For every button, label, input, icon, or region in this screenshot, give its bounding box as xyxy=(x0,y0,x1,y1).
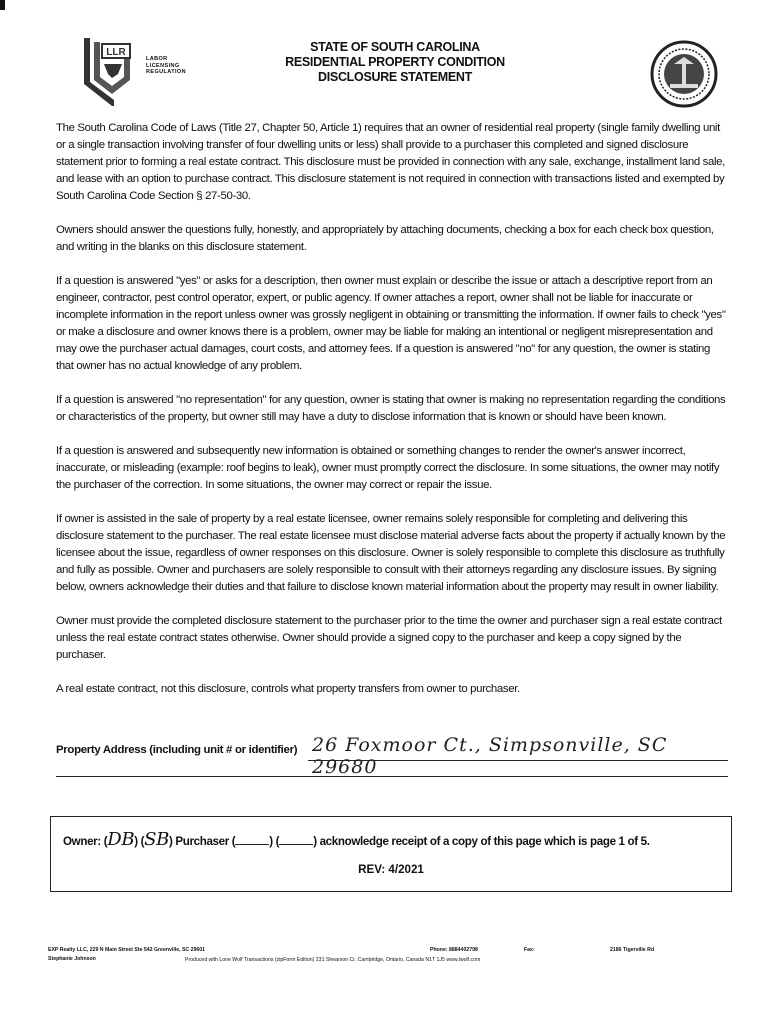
property-address-value[interactable]: 26 Foxmoor Ct., Simpsonville, SC 29680 xyxy=(312,734,668,778)
acknowledgment-line xyxy=(63,829,650,850)
address-underline xyxy=(308,760,728,761)
address-second-line xyxy=(56,776,728,777)
document-header xyxy=(0,30,770,120)
llr-logo-icon xyxy=(78,34,148,108)
revision-label: REV: 4/2021 xyxy=(358,863,424,876)
property-address-row xyxy=(56,734,728,780)
owner-label: Owner: ( xyxy=(63,835,108,848)
purchaser-initial-1-blank[interactable] xyxy=(235,834,269,845)
state-seal-icon xyxy=(650,40,718,108)
owner-initial-1[interactable]: DB xyxy=(107,829,135,850)
paragraph-new-information: If a question is answered and subsequently new information is obtained or something changes to render the owner's answer incorrect, inaccurate, or misleading (example: roof begins to leak), owner must promptly correct the disclosure. In some situations, the owner may notify the purchaser of the correction. In some situations, the owner may correct or repair the issue. xyxy=(56,445,720,491)
disclosure-body xyxy=(56,120,728,715)
footer-phone: Phone: 8884402798 xyxy=(430,947,478,953)
llr-line: LABOR xyxy=(146,56,168,62)
acknowledgment-text: ) acknowledge receipt of a copy of this page which is page 1 of 5. xyxy=(313,835,650,848)
paragraph-delivery: Owner must provide the completed disclosure statement to the purchaser prior to the time the owner and purchaser sign a real estate contract unless the real estate contract states otherwise. Owner should provide a signed copy to the purchaser and keep a copy signed by the purchaser. xyxy=(56,615,722,661)
paragraph-contract-controls: A real estate contract, not this disclosure, controls what property transfers from owner to purchaser. xyxy=(56,683,520,695)
footer-agent: Stephanie Johnson xyxy=(48,956,96,962)
scan-corner-mark xyxy=(0,0,5,10)
acknowledgment-box xyxy=(50,816,732,892)
paragraph-answer-fully: Owners should answer the questions fully, honestly, and appropriately by attaching documents, checking a box for each check box question, and writing in the blanks on this disclosure statement. xyxy=(56,224,714,253)
owner-initial-2[interactable]: SB xyxy=(144,829,169,850)
paragraph-intro: The South Carolina Code of Laws (Title 27, Chapter 50, Article 1) requires that an owner of residential real property (single family dwelling unit or a single transaction involving transfer of four dwelling units or less) shall provide to a purchaser this completed and signed disclosure statement prior to forming a real estate contract. This disclosure must be provided in connection with any sale, exchange, installment land sale, and lease with an option to purchase contract. This disclosure statement is not required in connection with transactions listed and exempted by South Carolina Code Section § 27-50-30. xyxy=(56,122,725,202)
title-line-3: DISCLOSURE STATEMENT xyxy=(318,70,472,84)
llr-line: LICENSING xyxy=(146,62,180,69)
owner-separator: ) ( xyxy=(134,835,145,848)
title-line-1: STATE OF SOUTH CAROLINA xyxy=(310,40,480,54)
footer-brokerage: EXP Realty LLC, 229 N Main Street Ste 542 Greenville, SC 29601 xyxy=(48,947,206,953)
llr-agency-name xyxy=(146,56,186,76)
purchaser-separator: ) ( xyxy=(269,835,280,848)
footer-file-name: 2186 Tigerville Rd xyxy=(610,947,655,953)
llr-logo-letters: LLR xyxy=(106,47,126,58)
purchaser-label: ) Purchaser ( xyxy=(168,835,236,848)
form-title xyxy=(250,40,540,85)
footer-produced-with: Produced with Lone Wolf Transactions (zipForm Edition) 231 Shearson Cr. Cambridge, Ontario, Canada N1T 1J5 www.lwolf.com xyxy=(185,957,481,963)
property-address-label: Property Address (including unit # or identifier) xyxy=(56,744,298,756)
title-line-2: RESIDENTIAL PROPERTY CONDITION xyxy=(285,55,505,69)
purchaser-initial-2-blank[interactable] xyxy=(279,834,313,845)
paragraph-yes-answers: If a question is answered "yes" or asks for a description, then owner must explain or describe the issue or attach a descriptive report from an engineer, contractor, pest control operator, expert, or public agency. If owner attaches a report, owner shall not be liable for inaccurate or incomplete information in the report unless owner was grossly negligent in obtaining or transmitting the information. If owner fails to check "yes" or make a disclosure and owner knows there is a problem, owner may be liable for making an intentional or negligent misrepresentation and may owe the purchaser actual damages, court costs, and attorney fees. If a question is answered "no" for any question, the owner is stating that owner has no actual knowledge of any problem. xyxy=(56,275,726,372)
paragraph-no-representation: If a question is answered "no representation" for any question, owner is stating that owner is making no representation regarding the conditions or characteristics of the property, but owner still may have a duty to disclose information that is known or should have been known. xyxy=(56,394,726,423)
paragraph-licensee: If owner is assisted in the sale of property by a real estate licensee, owner remains solely responsible for completing and delivering this disclosure statement to the purchaser. The real estate licensee must disclose material adverse facts about the property if actually known by the licensee about the issue, regardless of owner responses on this disclosure. Owner is solely responsible to complete this disclosure as truthfully and fully as possible. Owner and purchasers are solely responsible to consult with their attorneys regarding any disclosure issues. By signing below, owners acknowledge their duties and that failure to disclose known material information about the property may result in owner liability. xyxy=(56,513,726,593)
footer-fax: Fax: xyxy=(524,947,535,953)
llr-line: REGULATION xyxy=(146,69,186,75)
